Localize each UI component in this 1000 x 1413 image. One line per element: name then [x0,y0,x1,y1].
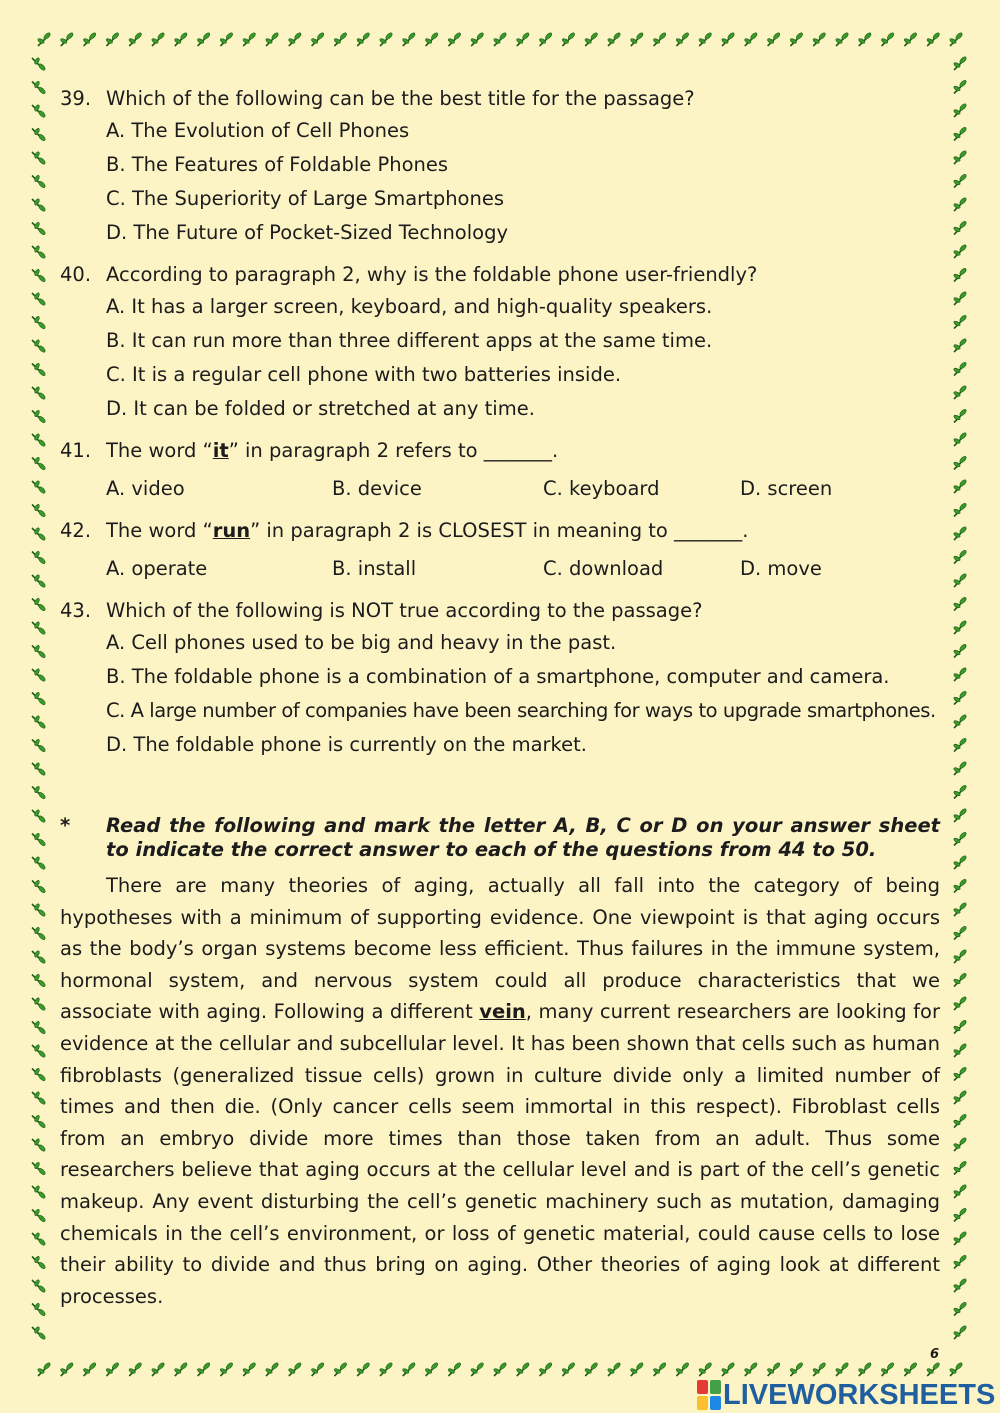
answer-option: A. The Evolution of Cell Phones [106,119,410,142]
answer-option: D. It can be folded or stretched at any time. [106,397,535,420]
border-leaf-icon [32,269,46,283]
border-leaf-icon [835,1362,849,1376]
border-leaf-icon [32,410,46,424]
border-leaf-icon [953,1207,967,1221]
answer-option: C. It is a regular cell phone with two batteries inside. [106,363,622,386]
keyword-run: run [212,519,251,542]
answer-option: D. The foldable phone is currently on the market. [106,733,587,756]
border-leaf-icon [37,1362,51,1376]
border-leaf-icon [151,32,165,46]
border-leaf-icon [953,385,967,399]
border-leaf-icon [32,363,46,377]
border-leaf-icon [953,338,967,352]
stem-suffix: ” in paragraph 2 is CLOSEST in meaning to _______. [250,519,749,542]
border-leaf-icon [32,316,46,330]
border-leaf-icon [32,1232,46,1246]
border-leaf-icon [953,1090,967,1104]
border-leaf-icon [767,32,781,46]
border-leaf-icon [953,126,967,140]
border-leaf-icon [32,527,46,541]
border-leaf-icon [698,1362,712,1376]
border-leaf-icon [32,927,46,941]
border-leaf-icon [653,32,667,46]
border-leaf-icon [607,32,621,46]
border-leaf-icon [953,150,967,164]
border-leaf-icon [675,32,689,46]
border-leaf-icon [128,32,142,46]
border-leaf-icon [32,1091,46,1105]
border-leaf-icon [953,244,967,258]
border-leaf-icon [949,1362,963,1376]
stem-prefix: The word “ [106,439,213,462]
border-leaf-icon [953,1137,967,1151]
border-leaf-icon [265,32,279,46]
question-number: 42. [60,519,92,542]
border-leaf-icon [953,1160,967,1174]
border-leaf-icon [516,1362,530,1376]
border-leaf-icon [32,997,46,1011]
question-stem [106,516,940,546]
border-leaf-icon [953,1019,967,1033]
border-leaf-icon [953,831,967,845]
question-40 [60,260,940,426]
answer-option: B. The Features of Foldable Phones [106,153,449,176]
border-leaf-icon [903,32,917,46]
border-leaf-icon [219,32,233,46]
border-leaf-icon [379,1362,393,1376]
border-leaf-icon [242,32,256,46]
border-leaf-icon [953,878,967,892]
border-leaf-icon [37,32,51,46]
liveworksheets-logo-icon [697,1380,721,1410]
border-leaf-icon [32,1209,46,1223]
border-leaf-icon [32,1021,46,1035]
border-leaf-icon [174,1362,188,1376]
border-leaf-icon [265,1362,279,1376]
answer-option: B. install [332,557,417,580]
question-39 [60,84,940,250]
instruction-text: Read the following and mark the letter A, B, C or D on your answer sheet to indicate the correct answer to each of the questions from 44 to 50. [106,814,940,861]
border-leaf-icon [32,386,46,400]
answer-option: B. device [332,477,422,500]
border-leaf-icon [953,1066,967,1080]
border-leaf-icon [105,1362,119,1376]
question-stem: Which of the following can be the best title for the passage? [106,87,695,110]
border-leaf-icon [953,1301,967,1315]
border-leaf-icon [32,457,46,471]
page-number: 6 [930,1347,940,1362]
border-leaf-icon [493,1362,507,1376]
border-leaf-icon [32,104,46,118]
border-leaf-icon [953,1231,967,1245]
instruction-marker: * [60,814,71,837]
border-leaf-icon [953,526,967,540]
border-leaf-icon [425,32,439,46]
border-leaf-icon [953,79,967,93]
answer-option: B. The foldable phone is a combination of a smartphone, computer and camera. [106,665,890,688]
border-leaf-icon [219,1362,233,1376]
passage-text-start: There are many theories of aging, actually all fall into the category of being hypotheses with a minimum of supporting evidence. One viewpoint is that aging occurs as the body’s organ systems become less efficient. Thus failures in the immune system, hormonal system, and nervous system could all produce characteristics that we associate with aging. Following a different [60,874,940,1024]
border-leaf-icon [32,1162,46,1176]
border-leaf-icon [953,620,967,634]
border-leaf-icon [630,32,644,46]
border-leaf-icon [311,1362,325,1376]
liveworksheets-brand [697,1378,995,1412]
section-instruction [60,814,940,862]
border-leaf-icon [953,949,967,963]
border-leaf-icon [953,761,967,775]
border-leaf-icon [32,621,46,635]
answer-option: A. It has a larger screen, keyboard, and high-quality speakers. [106,295,713,318]
border-leaf-icon [402,1362,416,1376]
border-leaf-icon [953,737,967,751]
answer-option: C. download [543,557,664,580]
border-leaf-icon [32,574,46,588]
border-leaf-icon [953,690,967,704]
border-leaf-icon [953,996,967,1010]
border-leaf-icon [83,32,97,46]
border-leaf-icon [379,32,393,46]
border-leaf-icon [953,1325,967,1339]
border-leaf-icon [953,291,967,305]
border-leaf-icon [32,1326,46,1340]
border-leaf-icon [32,786,46,800]
answer-option: B. It can run more than three different apps at the same time. [106,329,713,352]
border-leaf-icon [402,32,416,46]
border-leaf-icon [953,925,967,939]
border-leaf-icon [789,32,803,46]
border-leaf-icon [953,56,967,70]
question-stem [106,436,940,466]
border-leaf-icon [903,1362,917,1376]
border-leaf-icon [953,808,967,822]
answer-option: D. move [740,557,822,580]
border-leaf-icon [607,1362,621,1376]
reading-passage [60,870,940,1312]
answer-option: C. keyboard [543,477,660,500]
border-leaf-icon [447,32,461,46]
question-41 [60,436,940,504]
border-leaf-icon [493,32,507,46]
border-leaf-icon [32,1138,46,1152]
border-leaf-icon [32,1279,46,1293]
border-leaf-icon [197,1362,211,1376]
border-leaf-icon [630,1362,644,1376]
border-leaf-icon [32,81,46,95]
border-leaf-icon [60,1362,74,1376]
border-leaf-icon [32,551,46,565]
border-leaf-icon [32,480,46,494]
keyword-vein: vein [479,1000,526,1024]
border-leaf-icon [32,1115,46,1129]
border-leaf-icon [32,1044,46,1058]
border-leaf-icon [953,1184,967,1198]
border-leaf-icon [32,339,46,353]
border-leaf-icon [953,855,967,869]
border-leaf-icon [926,32,940,46]
keyword-it: it [212,439,229,462]
border-leaf-icon [32,668,46,682]
border-leaf-icon [32,762,46,776]
question-42 [60,516,940,584]
border-leaf-icon [953,220,967,234]
question-stem: Which of the following is NOT true according to the passage? [106,599,703,622]
border-leaf-icon [812,1362,826,1376]
border-leaf-icon [105,32,119,46]
border-leaf-icon [812,32,826,46]
border-leaf-icon [953,1043,967,1057]
border-leaf-icon [767,1362,781,1376]
border-leaf-icon [288,32,302,46]
stem-prefix: The word “ [106,519,213,542]
border-leaf-icon [128,1362,142,1376]
border-leaf-icon [197,32,211,46]
border-leaf-icon [953,173,967,187]
border-leaf-icon [584,1362,598,1376]
worksheet-content [60,84,940,1312]
border-leaf-icon [174,32,188,46]
border-leaf-icon [953,549,967,563]
border-leaf-icon [953,408,967,422]
border-leaf-icon [858,1362,872,1376]
border-leaf-icon [32,715,46,729]
border-leaf-icon [953,103,967,117]
border-leaf-icon [744,1362,758,1376]
border-leaf-icon [953,902,967,916]
border-leaf-icon [425,1362,439,1376]
question-stem: According to paragraph 2, why is the foldable phone user-friendly? [106,263,758,286]
border-leaf-icon [953,1113,967,1127]
border-leaf-icon [539,1362,553,1376]
answer-option: C. A large number of companies have been searching for ways to upgrade smartphones. [106,699,936,722]
border-leaf-icon [953,714,967,728]
border-leaf-icon [32,833,46,847]
border-leaf-icon [953,1254,967,1268]
border-leaf-icon [858,32,872,46]
border-leaf-icon [32,645,46,659]
border-leaf-icon [32,504,46,518]
border-leaf-icon [83,1362,97,1376]
border-leaf-icon [32,692,46,706]
answer-option: C. The Superiority of Large Smartphones [106,187,504,210]
border-leaf-icon [953,573,967,587]
border-leaf-icon [953,479,967,493]
answer-option: A. operate [106,557,208,580]
border-leaf-icon [470,32,484,46]
border-leaf-icon [953,197,967,211]
question-43 [60,596,940,762]
border-leaf-icon [32,598,46,612]
border-leaf-icon [470,1362,484,1376]
border-leaf-icon [32,809,46,823]
border-leaf-icon [561,32,575,46]
border-leaf-icon [953,267,967,281]
border-leaf-icon [953,455,967,469]
border-leaf-icon [32,57,46,71]
border-leaf-icon [242,1362,256,1376]
border-leaf-icon [32,292,46,306]
border-leaf-icon [721,32,735,46]
border-leaf-icon [953,667,967,681]
border-leaf-icon [561,1362,575,1376]
border-leaf-icon [516,32,530,46]
answer-option: A. Cell phones used to be big and heavy in the past. [106,631,617,654]
border-leaf-icon [32,151,46,165]
question-number: 40. [60,263,92,286]
border-leaf-icon [698,32,712,46]
border-leaf-icon [953,784,967,798]
question-number: 41. [60,439,92,462]
border-leaf-icon [926,1362,940,1376]
border-leaf-icon [953,972,967,986]
border-leaf-icon [32,1185,46,1199]
border-leaf-icon [32,433,46,447]
border-leaf-icon [356,32,370,46]
border-leaf-icon [789,1362,803,1376]
brand-name: LIVEWORKSHEETS [723,1378,996,1411]
border-leaf-icon [953,643,967,657]
border-leaf-icon [721,1362,735,1376]
border-leaf-icon [32,245,46,259]
answer-option: D. The Future of Pocket-Sized Technology [106,221,508,244]
answer-option: D. screen [740,477,833,500]
question-number: 43. [60,599,92,622]
border-leaf-icon [675,1362,689,1376]
border-leaf-icon [333,1362,347,1376]
border-leaf-icon [953,314,967,328]
border-leaf-icon [32,1256,46,1270]
stem-suffix: ” in paragraph 2 refers to _______. [228,439,559,462]
border-leaf-icon [881,32,895,46]
border-leaf-icon [953,361,967,375]
border-leaf-icon [447,1362,461,1376]
border-leaf-icon [953,432,967,446]
border-leaf-icon [333,32,347,46]
border-leaf-icon [953,502,967,516]
border-leaf-icon [835,32,849,46]
border-leaf-icon [32,903,46,917]
border-leaf-icon [32,739,46,753]
border-leaf-icon [949,32,963,46]
border-leaf-icon [584,32,598,46]
border-leaf-icon [60,32,74,46]
border-leaf-icon [32,175,46,189]
border-leaf-icon [32,1303,46,1317]
border-leaf-icon [32,1068,46,1082]
border-leaf-icon [151,1362,165,1376]
border-leaf-icon [953,596,967,610]
border-leaf-icon [32,950,46,964]
border-leaf-icon [32,128,46,142]
border-leaf-icon [32,222,46,236]
border-leaf-icon [311,32,325,46]
passage-text-end: , many current researchers are looking for evidence at the cellular and subcellular level. It has been shown that cells such as human fibroblasts (generalized tissue cells) grown in culture divide only a limited number of times and then die. (Only cancer cells seem immortal in this respect). Fibroblast cells from an embryo divide more times than those taken from an adult. Thus some researchers believe that aging occurs at the cellular level and is part of the cell’s genetic makeup. Any event disturbing the cell’s genetic machinery such as mutation, damaging chemicals in the cell’s environment, or loss of genetic material, could cause cells to lose their ability to divide and thus bring on aging. Other theories of aging look at different processes. [60,1000,940,1308]
border-leaf-icon [744,32,758,46]
border-leaf-icon [32,198,46,212]
question-number: 39. [60,87,92,110]
border-leaf-icon [356,1362,370,1376]
border-leaf-icon [539,32,553,46]
border-leaf-icon [953,1278,967,1292]
border-leaf-icon [32,880,46,894]
border-leaf-icon [32,856,46,870]
border-leaf-icon [32,974,46,988]
border-leaf-icon [881,1362,895,1376]
border-leaf-icon [653,1362,667,1376]
border-leaf-icon [288,1362,302,1376]
answer-option: A. video [106,477,185,500]
